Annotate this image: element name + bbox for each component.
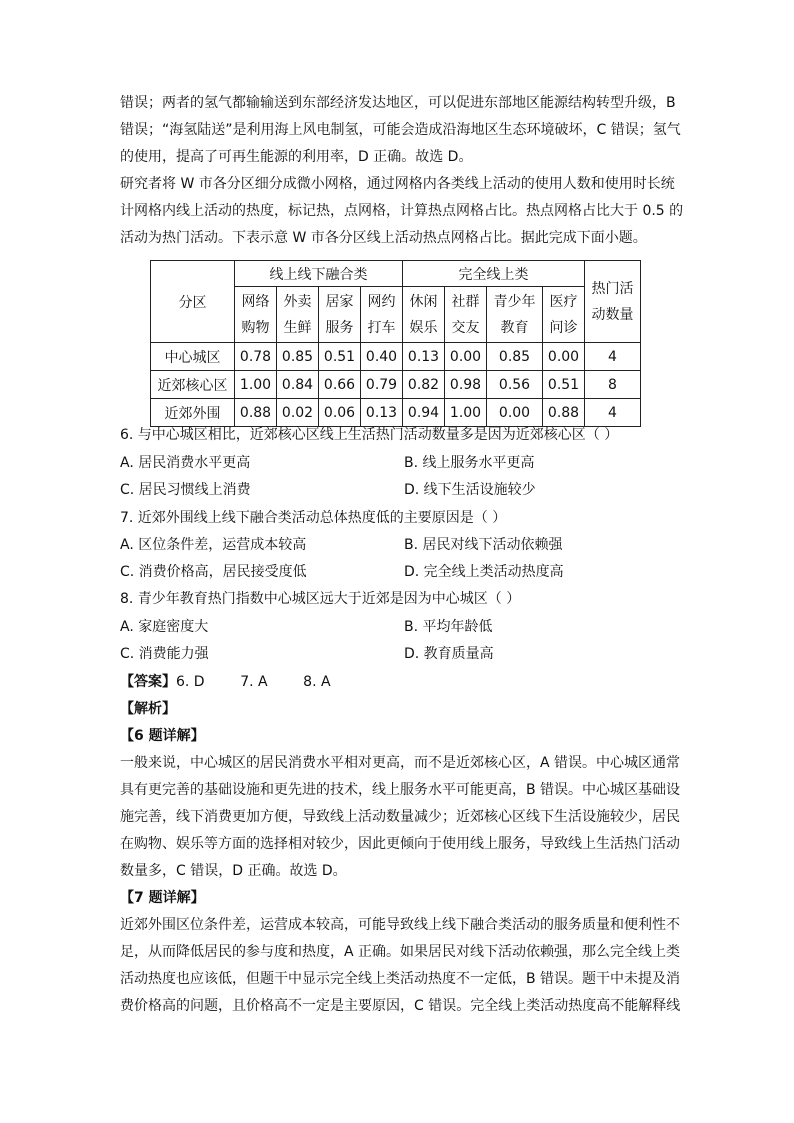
q6-detail-line: 数量多，C 错误，D 正确。故选 D。 — [120, 863, 347, 879]
option-c: C. 消费价格高，居民接受度低 — [120, 564, 307, 580]
q7-detail-line: 近郊外围区位条件差，运营成本较高，可能导致线上线下融合类活动的服务质量和便利性不 — [120, 917, 680, 933]
answer-text: 6. D 7. A 8. A — [176, 674, 331, 690]
column-header: 青少年 教育 — [487, 287, 543, 343]
table-cell: 0.82 — [403, 371, 445, 399]
option-c: C. 消费能力强 — [120, 646, 209, 662]
table-cell: 0.06 — [319, 399, 361, 427]
table-cell: 0.13 — [361, 399, 403, 427]
table-cell: 1.00 — [445, 399, 487, 427]
row-hot-count: 4 — [585, 343, 641, 371]
question-7-options-row — [120, 532, 680, 559]
table-cell: 0.00 — [543, 343, 585, 371]
q6-detail-line: 具有更完善的基础设施和更先进的技术，线上服务水平可能更高，B 错误。中心城区基础设 — [120, 782, 681, 798]
intro-line: 计网格内线上活动的热度，标记热，点网格，计算热点网格占比。热点网格占比大于 0.5 的 — [120, 203, 684, 219]
table-cell: 1.00 — [235, 371, 277, 399]
question-8-stem: 8. 青少年教育热门指数中心城区远大于近郊是因为中心城区（ ） — [120, 591, 521, 607]
row-district: 近郊外围 — [151, 399, 235, 427]
table-cell: 0.78 — [235, 343, 277, 371]
column-header: 休闲 娱乐 — [403, 287, 445, 343]
q6-detail-line: 在购物、娱乐等方面的选择相对较少，因此更倾向于使用线上服务，导致线上生活热门活动 — [120, 836, 680, 852]
table-cell: 0.84 — [277, 371, 319, 399]
table-cell: 0.66 — [319, 371, 361, 399]
header-group-online: 完全线上类 — [403, 261, 585, 287]
option-d: D. 线下生活设施较少 — [404, 482, 536, 498]
hotspot-table — [150, 260, 641, 427]
question-7-stem: 7. 近郊外围线上线下融合类活动总体热度低的主要原因是（ ） — [120, 510, 507, 526]
option-d: D. 教育质量高 — [404, 646, 494, 662]
row-hot-count: 4 — [585, 399, 641, 427]
column-header: 医疗 问诊 — [543, 287, 585, 343]
q6-detail-line: 一般来说，中心城区的居民消费水平相对更高，而不是近郊核心区，A 错误。中心城区通常 — [120, 755, 681, 771]
q7-detail-line: 活动热度也应该低，但题干中显示完全线上类活动热度不一定低，B 错误。题干中未提及消 — [120, 971, 681, 987]
q6-detail-line: 施完善，线下消费更加方便，导致线上活动数量减少；近郊核心区线下生活设施较少，居民 — [120, 809, 680, 825]
q6-detail-paragraph — [120, 750, 681, 885]
row-hot-count: 8 — [585, 371, 641, 399]
option-b: B. 居民对线下活动依赖强 — [404, 537, 563, 553]
row-district: 近郊核心区 — [151, 371, 235, 399]
answer-label: 【答案】 — [120, 674, 176, 690]
question-6-options-row — [120, 450, 680, 477]
table-cell: 0.40 — [361, 343, 403, 371]
column-header: 网络 购物 — [235, 287, 277, 343]
column-header: 网约 打车 — [361, 287, 403, 343]
table-cell: 0.85 — [487, 343, 543, 371]
intro-line: 错误；“海氢陆送”是利用海上风电制氢，可能会造成沿海地区生态环境破坏，C 错误；氢气 — [120, 122, 681, 138]
table-cell: 0.51 — [319, 343, 361, 371]
q7-detail-line: 费价格高的问题，且价格高不一定是主要原因，C 错误。完全线上类活动热度高不能解释线 — [120, 998, 681, 1014]
q7-detail-line: 足，从而降低居民的参与度和热度，A 正确。如果居民对线下活动依赖强，那么完全线上类 — [120, 944, 681, 960]
table-cell: 0.98 — [445, 371, 487, 399]
row-district: 中心城区 — [151, 343, 235, 371]
question-8-options-row — [120, 641, 680, 668]
option-a: A. 居民消费水平更高 — [120, 455, 251, 471]
table-cell: 0.88 — [235, 399, 277, 427]
table-cell: 0.56 — [487, 371, 543, 399]
table-cell: 0.88 — [543, 399, 585, 427]
table-cell: 0.79 — [361, 371, 403, 399]
table-cell: 0.00 — [487, 399, 543, 427]
table-cell: 0.51 — [543, 371, 585, 399]
table-cell: 0.02 — [277, 399, 319, 427]
table-row — [151, 371, 641, 399]
intro-line: 活动为热门活动。下表示意 W 市各分区线上活动热点网格占比。据此完成下面小题。 — [120, 230, 647, 246]
option-c: C. 居民习惯线上消费 — [120, 482, 251, 498]
table-cell: 0.13 — [403, 343, 445, 371]
question-6-stem: 6. 与中心城区相比，近郊核心区线上生活热门活动数量多是因为近郊核心区（ ） — [120, 427, 619, 443]
column-header: 外卖 生鲜 — [277, 287, 319, 343]
intro-line: 错误；两者的氢气都输输送到东部经济发达地区，可以促进东部地区能源结构转型升级，B — [120, 95, 676, 111]
option-b: B. 平均年龄低 — [404, 619, 493, 635]
answer-line — [120, 669, 331, 696]
question-7-options-row — [120, 559, 680, 586]
option-b: B. 线上服务水平更高 — [404, 455, 535, 471]
question-6-options-row — [120, 477, 680, 504]
analysis-label: 【解析】 — [120, 701, 176, 717]
q7-detail-label: 【7 题详解】 — [120, 890, 205, 906]
header-group-integrated: 线上线下融合类 — [235, 261, 403, 287]
intro-line: 的使用，提高了可再生能源的利用率，D 正确。故选 D。 — [120, 149, 473, 165]
question-8-options-row — [120, 614, 680, 641]
intro-paragraph — [120, 90, 684, 252]
table-cell: 0.00 — [445, 343, 487, 371]
q6-detail-label: 【6 题详解】 — [120, 728, 205, 744]
option-a: A. 家庭密度大 — [120, 619, 209, 635]
intro-line: 研究者将 W 市各分区细分成微小网格，通过网格内各类线上活动的使用人数和使用时长统 — [120, 176, 675, 192]
q7-detail-paragraph — [120, 912, 681, 1020]
table-cell: 0.85 — [277, 343, 319, 371]
table-row — [151, 343, 641, 371]
option-a: A. 区位条件差，运营成本较高 — [120, 537, 307, 553]
header-district: 分区 — [151, 261, 235, 343]
option-d: D. 完全线上类活动热度高 — [404, 564, 564, 580]
table-cell: 0.94 — [403, 399, 445, 427]
column-header: 社群 交友 — [445, 287, 487, 343]
header-hot-count: 热门活 动数量 — [585, 261, 641, 343]
column-header: 居家 服务 — [319, 287, 361, 343]
